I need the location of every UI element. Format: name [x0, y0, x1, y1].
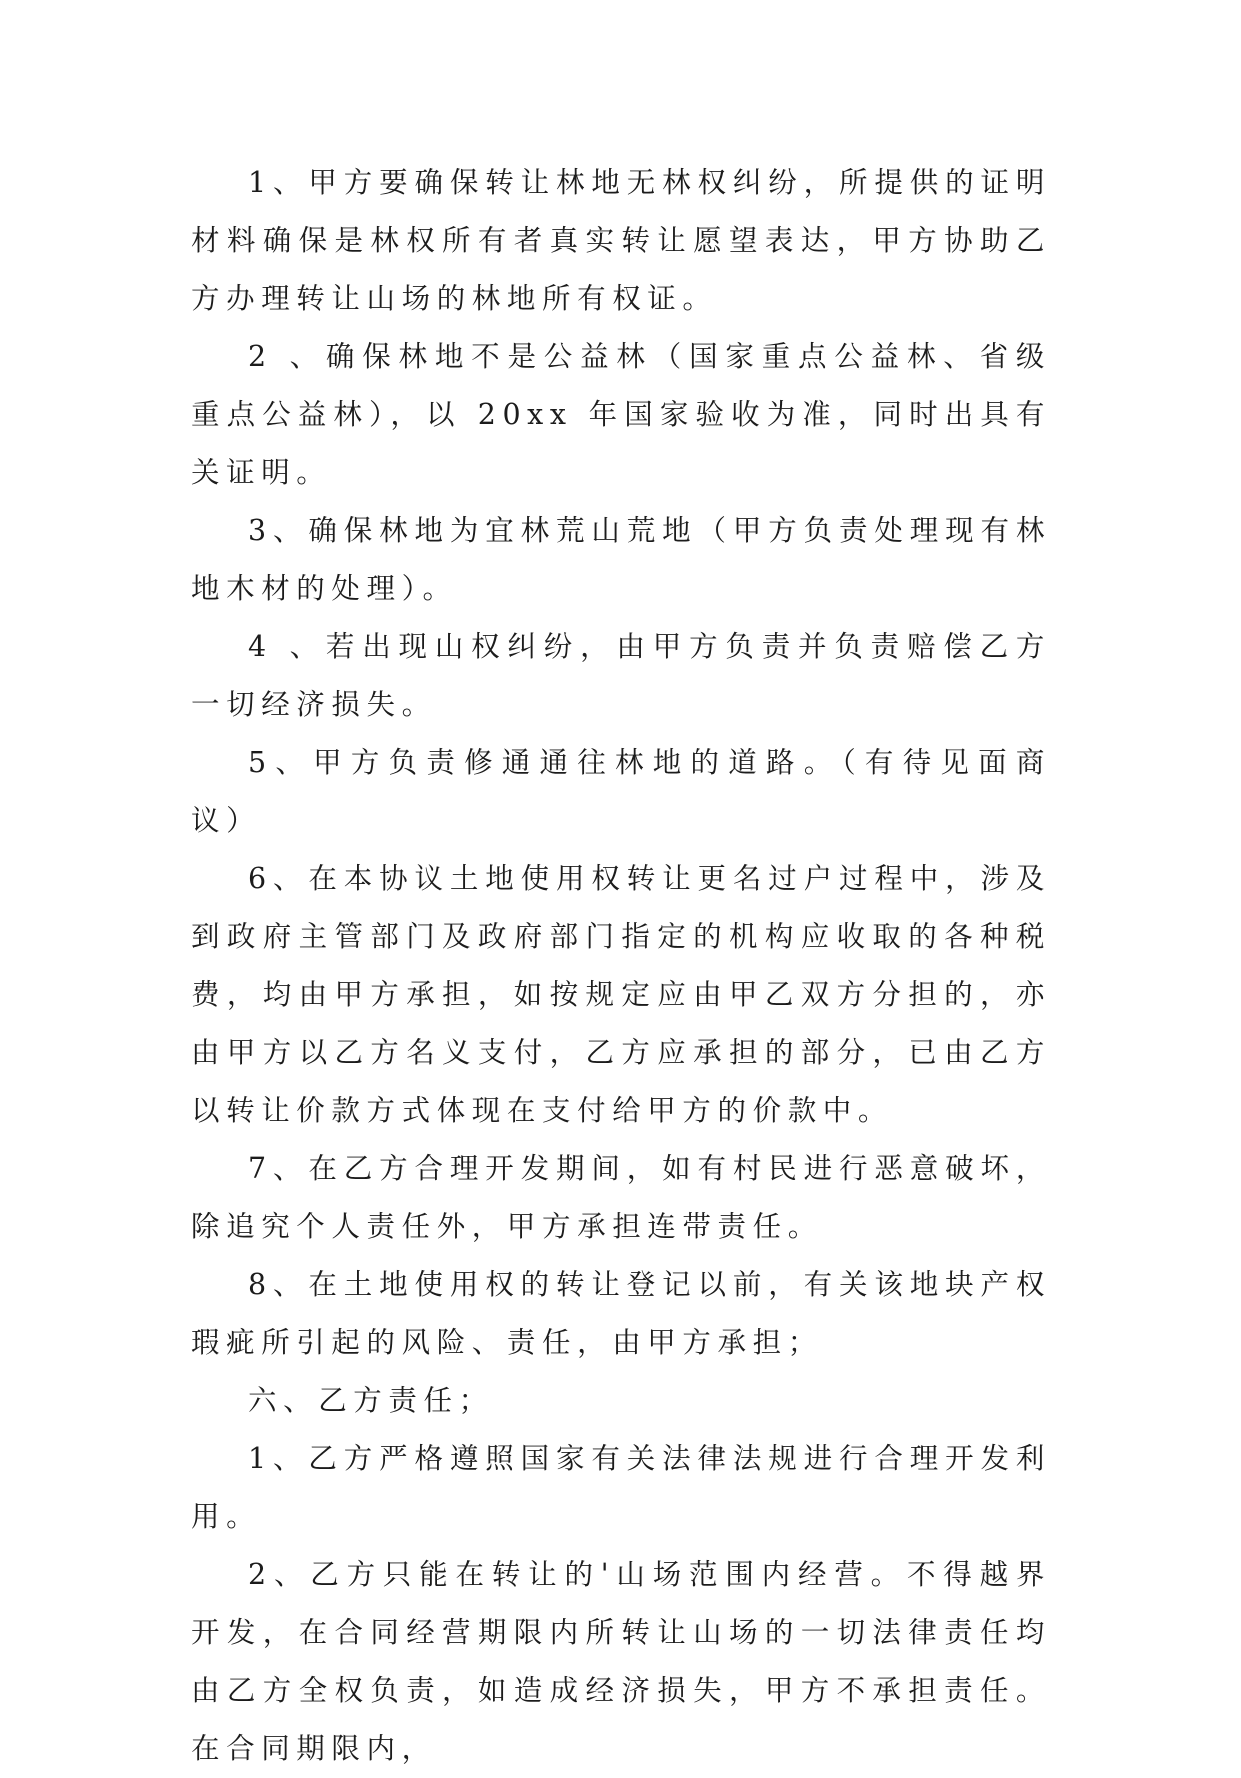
section-heading: 六、乙方责任； — [248, 1384, 494, 1417]
paragraph: 2、乙方只能在转让的'山场范围内经营。不得越界开发，在合同经营期限内所转让山场的一切法律责任均由乙方全权负责，如造成经济损失，甲方不承担责任。在合同期限内， — [191, 1558, 1051, 1765]
paragraph: 3、确保林地为宜林荒山荒地（甲方负责处理现有林地木材的处理）。 — [191, 514, 1051, 605]
paragraph: 4 、若出现山权纠纷，由甲方负责并负责赔偿乙方一切经济损失。 — [191, 630, 1051, 721]
paragraph: 8、在土地使用权的转让登记以前，有关该地块产权瑕疵所引起的风险、责任，由甲方承担； — [191, 1268, 1051, 1359]
paragraph: 7、在乙方合理开发期间，如有村民进行恶意破坏，除追究个人责任外，甲方承担连带责任。 — [191, 1152, 1051, 1243]
document-body — [191, 154, 1051, 1778]
paragraph: 1、乙方严格遵照国家有关法律法规进行合理开发利用。 — [191, 1442, 1051, 1533]
paragraph: 2 、确保林地不是公益林（国家重点公益林、省级重点公益林），以 20xx 年国家验收为准，同时出具有关证明。 — [191, 340, 1051, 489]
paragraph: 1、甲方要确保转让林地无林权纠纷，所提供的证明材料确保是林权所有者真实转让愿望表达，甲方协助乙方办理转让山场的林地所有权证。 — [191, 166, 1051, 315]
paragraph: 5、甲方负责修通通往林地的道路。（有待见面商议） — [191, 746, 1051, 837]
paragraph: 6、在本协议土地使用权转让更名过户过程中，涉及到政府主管部门及政府部门指定的机构应收取的各种税费，均由甲方承担，如按规定应由甲乙双方分担的，亦由甲方以乙方名义支付，乙方应承担的部分，已由乙方以转让价款方式体现在支付给甲方的价款中。 — [191, 862, 1051, 1127]
